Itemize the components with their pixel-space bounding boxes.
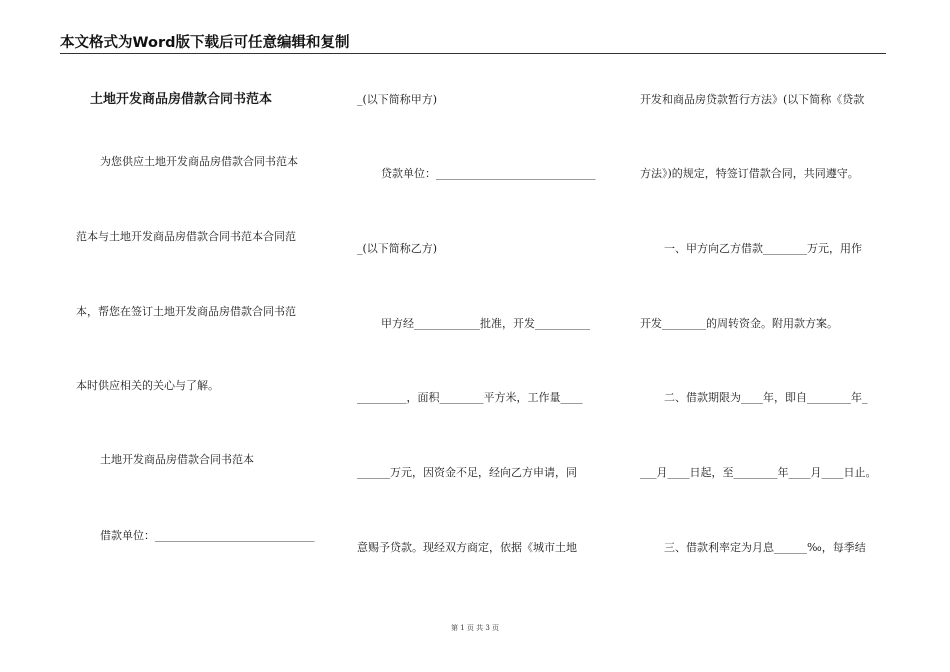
body-line: 范本与土地开发商品房借款合同书范本合同范 (76, 230, 296, 243)
body-line: _________，面积________平方米，工作量____ (357, 391, 583, 404)
body-line: 开发和商品房贷款暂行方法》(以下简称《贷款 (640, 93, 865, 106)
document-header: 本文格式为Word版下载后可任意编辑和复制 (60, 35, 350, 51)
body-line: 开发________的周转资金。附用款方案。 (640, 317, 838, 330)
body-line: 甲方经____________批准，开发__________ (381, 317, 590, 330)
body-line: 土地开发商品房借款合同书范本 (100, 453, 254, 466)
body-line: ______万元，因资金不足，经向乙方申请，同 (357, 466, 577, 479)
body-line: 一、甲方向乙方借款________万元，用作 (664, 242, 862, 255)
body-line: _(以下简称甲方) (357, 93, 438, 106)
borrower-field: 借款单位：_____________________________ (100, 529, 315, 542)
body-line: 本时供应相关的关心与了解。 (76, 379, 219, 392)
body-line: 意赐予贷款。现经双方商定，依据《城市土地 (357, 541, 577, 554)
page-number: 第 1 页 共 3 页 (450, 624, 500, 632)
body-line: _(以下简称乙方) (357, 242, 438, 255)
body-line: 三、借款利率定为月息______‰，每季结 (664, 541, 866, 554)
body-line: 方法》)的规定，特签订借款合同，共同遵守。 (640, 167, 859, 180)
body-line: 二、借款期限为____年，即自________年_ (664, 391, 868, 404)
header-divider (60, 53, 886, 54)
document-title: 土地开发商品房借款合同书范本 (90, 92, 273, 107)
body-line: 为您供应土地开发商品房借款合同书范本 (100, 155, 298, 168)
body-line: ___月____日起，至________年____月____日止。 (640, 466, 877, 479)
body-line: 本，帮您在签订土地开发商品房借款合同书范 (76, 305, 296, 318)
lender-field: 贷款单位：_____________________________ (381, 167, 596, 180)
